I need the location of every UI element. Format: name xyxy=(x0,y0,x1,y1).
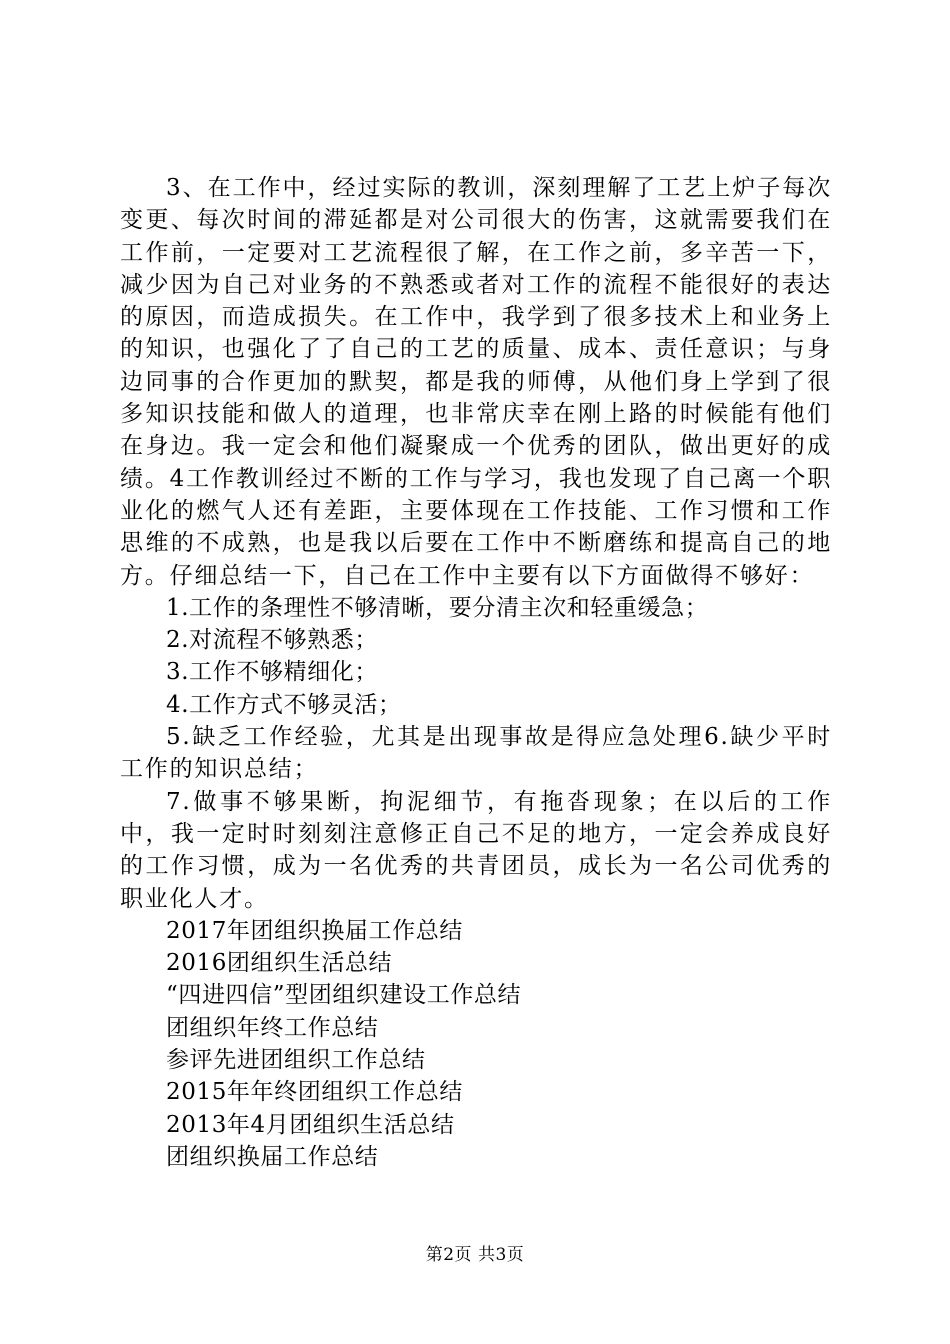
paragraph-main: 3、在工作中，经过实际的教训，深刻理解了工艺上炉子每次变更、每次时间的滞延都是对公司很大的伤害，这就需要我们在工作前，一定要对工艺流程很了解，在工作之前，多辛苦一下，减少因为自己对业务的不熟悉或者对工作的流程不能很好的表达的原因，而造成损失。在工作中，我学到了很多技术上和业务上的知识，也强化了了自己的工艺的质量、成本、责任意识；与身边同事的合作更加的默契，都是我的师傅，从他们身上学到了很多知识技能和做人的道理，也非常庆幸在刚上路的时候能有他们在身边。我一定会和他们凝聚成一个优秀的团队，做出更好的成绩。4工作教训经过不断的工作与学习，我也发现了自己离一个职业化的燃气人还有差距，主要体现在工作技能、工作习惯和工作思维的不成熟，也是我以后要在工作中不断磨练和提高自己的地方。仔细总结一下，自己在工作中主要有以下方面做得不够好： xyxy=(120,175,832,589)
page-number-label: 第2页 共3页 xyxy=(425,1245,525,1265)
related-article-link[interactable]: “四进四信”型团组织建设工作总结 xyxy=(166,982,522,1009)
related-article-link[interactable]: 2015年年终团组织工作总结 xyxy=(166,1079,463,1106)
list-item-7: 7.做事不够果断，拘泥细节，有拖沓现象；在以后的工作中，我一定时时刻刻注意修正自己不足的地方，一定会养成良好的工作习惯，成为一名优秀的共青团员，成长为一名公司优秀的职业化人才。 xyxy=(120,788,832,912)
related-article-link[interactable]: 2017年团组织换届工作总结 xyxy=(166,917,463,944)
list-item-4: 4.工作方式不够灵活； xyxy=(166,691,402,718)
related-article-link[interactable]: 2016团组织生活总结 xyxy=(166,950,393,977)
document-body xyxy=(120,172,832,1173)
page-footer xyxy=(0,1240,950,1265)
related-articles-list xyxy=(120,915,832,1173)
related-article-link[interactable]: 2013年4月团组织生活总结 xyxy=(166,1111,455,1138)
list-item-3: 3.工作不够精细化； xyxy=(166,659,378,686)
list-item-2: 2.对流程不够熟悉； xyxy=(166,627,378,654)
related-article-link[interactable]: 团组织换届工作总结 xyxy=(166,1143,379,1170)
list-item-5-6: 5.缺乏工作经验，尤其是出现事故是得应急处理6.缺少平时工作的知识总结； xyxy=(120,724,832,783)
related-article-link[interactable]: 团组织年终工作总结 xyxy=(166,1014,379,1041)
related-article-link[interactable]: 参评先进团组织工作总结 xyxy=(166,1047,426,1074)
list-item-1: 1.工作的条理性不够清晰，要分清主次和轻重缓急； xyxy=(166,594,709,621)
